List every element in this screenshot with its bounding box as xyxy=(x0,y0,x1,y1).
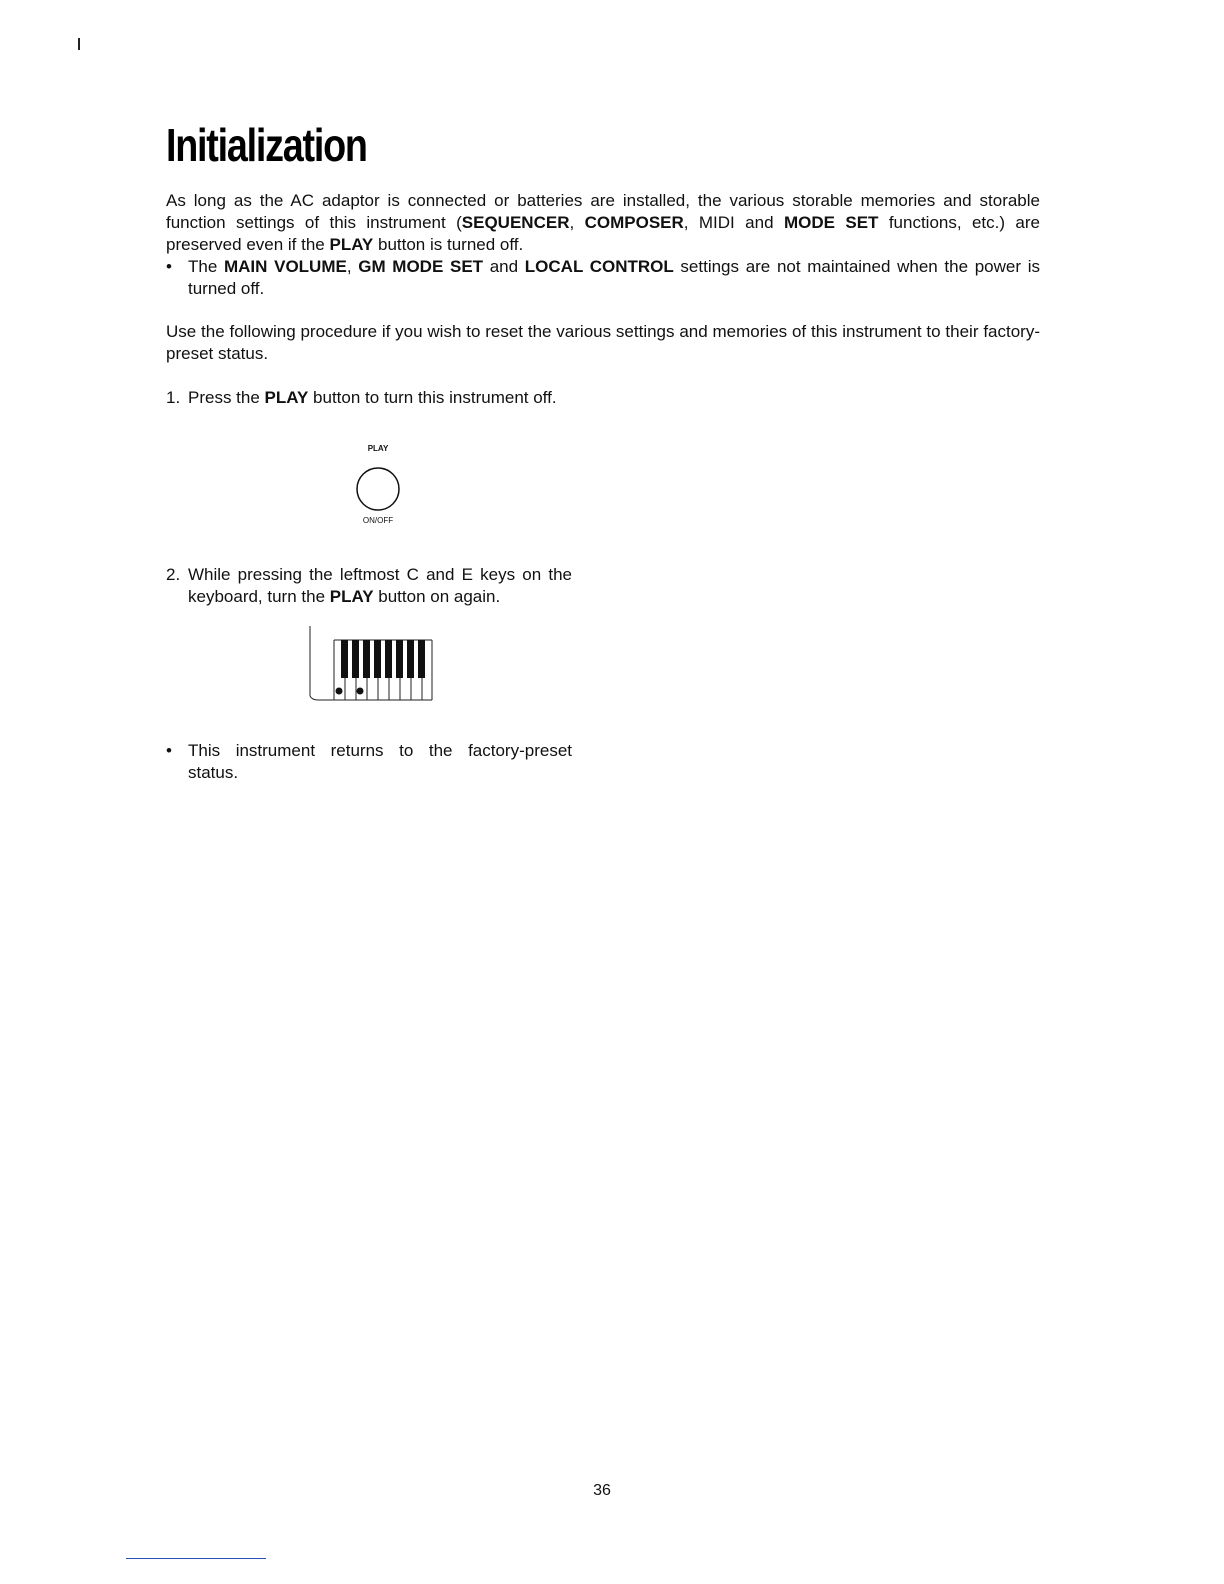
step-1 xyxy=(166,387,572,409)
e-key-marker xyxy=(357,688,364,695)
play-label: PLAY xyxy=(367,444,389,453)
power-off-note xyxy=(166,256,1040,300)
step-number: 1. xyxy=(166,388,181,407)
result-note xyxy=(166,740,572,784)
power-button-icon xyxy=(355,466,401,512)
step-text: Press the PLAY button to turn this instrument off. xyxy=(188,388,557,407)
page-title: Initialization xyxy=(166,119,367,171)
result-text: This instrument returns to the factory-preset status. xyxy=(188,741,572,782)
step-2 xyxy=(166,564,572,608)
on-off-label: ON/OFF xyxy=(362,516,394,525)
bullet-icon: • xyxy=(166,257,172,276)
bullet-icon: • xyxy=(166,741,172,760)
step-text: While pressing the leftmost C and E keys on the keyboard, turn the PLAY button on again. xyxy=(188,565,572,606)
step-number: 2. xyxy=(166,565,181,584)
procedure-intro: Use the following procedure if you wish to reset the various settings and memories of this instrument to their factory-preset status. xyxy=(166,322,1040,363)
c-key-marker xyxy=(336,688,343,695)
intro-paragraph: As long as the AC adaptor is connected or batteries are installed, the various storable memories and storable function settings of this instrument (SEQUENCER, COMPOSER, MIDI and MODE SET functions, etc.) are preserved even if the PLAY button is turned off. xyxy=(166,191,1041,254)
keyboard-keys-illustration xyxy=(304,626,434,706)
scan-mark xyxy=(78,38,80,50)
page-number: 36 xyxy=(593,1482,611,1499)
note-text: The MAIN VOLUME, GM MODE SET and LOCAL CONTROL settings are not maintained when the power is turned off. xyxy=(188,257,1040,298)
bottom-rule xyxy=(126,1558,266,1559)
play-button-illustration xyxy=(350,444,406,528)
